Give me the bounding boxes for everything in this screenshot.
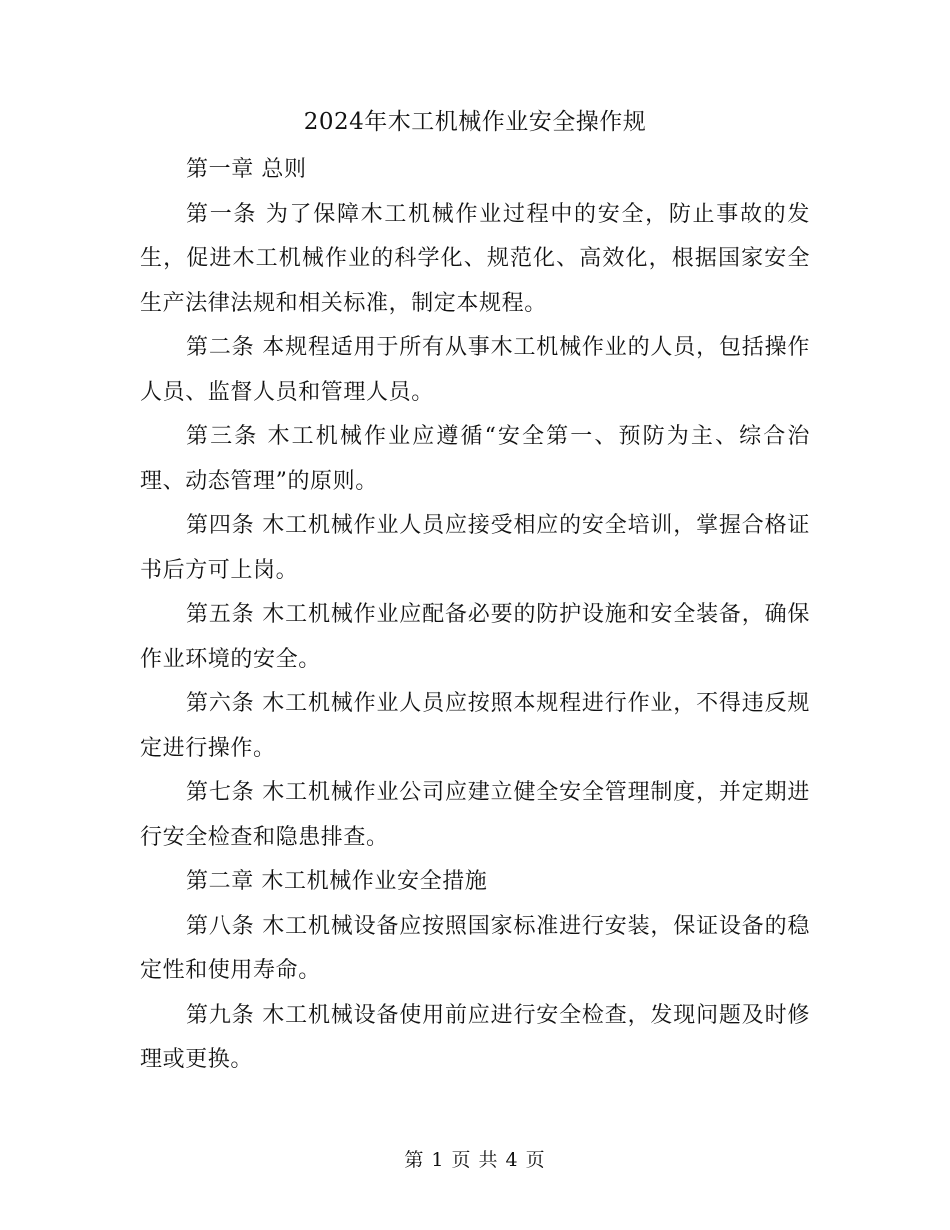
page-footer: 第 1 页 共 4 页 [404,1149,546,1171]
article-2: 第二条 本规程适用于所有从事木工机械作业的人员，包括操作人员、监督人员和管理人员。 [140,335,810,405]
article-8: 第八条 木工机械设备应按照国家标准进行安装，保证设备的稳定性和使用寿命。 [140,913,810,983]
article-1: 第一条 为了保障木工机械作业过程中的安全，防止事故的发生，促进木工机械作业的科学化、规范化、高效化，根据国家安全生产法律法规和相关标准，制定本规程。 [140,201,810,316]
article-5: 第五条 木工机械作业应配备必要的防护设施和安全装备，确保作业环境的安全。 [140,602,810,672]
article-7: 第七条 木工机械作业公司应建立健全安全管理制度，并定期进行安全检查和隐患排查。 [140,780,810,850]
article-6: 第六条 木工机械作业人员应按照本规程进行作业，不得违反规定进行操作。 [140,691,810,761]
chapter-heading-2: 第二章 木工机械作业安全措施 [186,869,488,894]
article-4: 第四条 木工机械作业人员应接受相应的安全培训，掌握合格证书后方可上岗。 [140,513,810,583]
article-9: 第九条 木工机械设备使用前应进行安全检查，发现问题及时修理或更换。 [140,1002,810,1072]
document-body [140,148,810,1083]
article-3: 第三条 木工机械作业应遵循“安全第一、预防为主、综合治理、动态管理”的原则。 [140,424,810,494]
chapter-heading-1: 第一章 总则 [186,157,307,182]
document-title: 2024年木工机械作业安全操作规 [303,109,647,135]
